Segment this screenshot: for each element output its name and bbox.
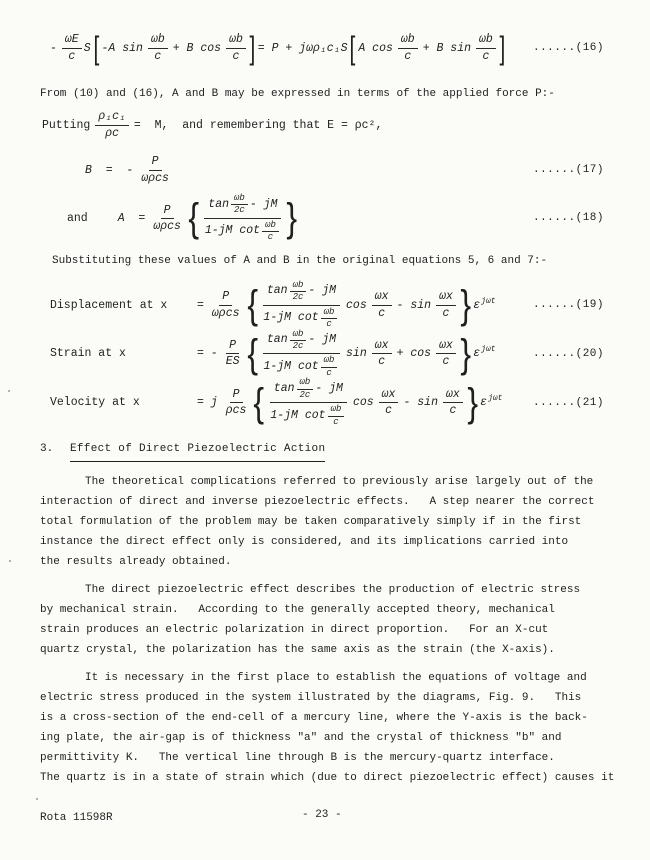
fraction-numerator: ωx	[372, 339, 392, 354]
section-number: 3.	[40, 443, 54, 455]
fraction-numerator: P	[219, 290, 232, 305]
fraction-numerator: ωx	[436, 339, 456, 354]
scan-artifact	[9, 560, 11, 562]
equation-19	[50, 281, 628, 330]
fraction-numerator: P	[230, 388, 243, 403]
fraction-numerator: ωb	[290, 330, 307, 341]
big-fraction	[263, 330, 340, 379]
fraction-numerator: P	[149, 155, 162, 170]
fraction	[436, 290, 456, 319]
right-brace: }	[286, 196, 298, 241]
equation-number: ......(16)	[532, 42, 604, 54]
left-bracket: [	[93, 29, 99, 66]
math-token: - jM	[308, 333, 337, 347]
text-line: ing plate, the air-gap is of thickness "a" and the crystal of thickness "b" and	[40, 732, 562, 744]
scan-artifact	[36, 798, 38, 800]
fraction-denominator: 2c	[292, 340, 304, 351]
math-token: S	[83, 41, 91, 55]
substituting-line: Substituting these values of A and B in the original equations 5, 6 and 7:-	[52, 254, 548, 267]
fraction-denominator: c	[378, 306, 386, 320]
math-token: = j	[197, 396, 218, 410]
fraction-denominator: ES	[225, 355, 240, 369]
fraction	[95, 110, 129, 139]
fraction-denominator: c	[449, 404, 457, 418]
fraction-numerator: ωb	[328, 405, 345, 416]
math-token: 1-jM cot	[270, 408, 326, 422]
fraction-denominator: c	[267, 232, 274, 243]
fraction-numerator: ωx	[372, 290, 392, 305]
equation-number: ......(21)	[532, 396, 604, 409]
math-token: tan	[266, 284, 288, 298]
left-bracket: [	[350, 29, 356, 66]
fraction	[436, 339, 456, 368]
fraction	[297, 378, 314, 400]
fraction-numerator: ωb	[148, 33, 168, 48]
page-footer	[40, 809, 628, 832]
fraction-denominator: c	[68, 49, 76, 63]
fraction-denominator: c	[385, 404, 393, 418]
section-heading	[40, 439, 628, 462]
fraction	[290, 330, 307, 352]
section-title: Effect of Direct Piezoelectric Action	[70, 439, 325, 462]
text-line: is a cross-section of the end-cell of a mercury line, where the Y-axis is the back-	[40, 712, 588, 724]
fraction-numerator: P	[161, 204, 174, 219]
fraction-numerator: ωx	[379, 388, 399, 403]
fraction	[328, 405, 345, 427]
text-line: electric stress produced in the system illustrated by the diagrams, Fig. 9. This	[40, 692, 582, 704]
text-line: It is necessary in the first place to establish the equations of voltage and	[85, 672, 587, 684]
fraction-denominator: ρc	[105, 126, 120, 140]
equation-16	[48, 26, 628, 70]
fraction	[321, 308, 338, 330]
fraction	[148, 33, 168, 62]
left-brace: {	[246, 331, 258, 376]
fraction	[321, 356, 338, 378]
math-token: tan	[273, 381, 295, 395]
equation-number: ......(18)	[532, 212, 604, 225]
text-line: The direct piezoelectric effect describes the production of electric stress	[85, 584, 581, 596]
fraction-numerator: ωE	[62, 33, 82, 48]
math-token: sin	[346, 347, 367, 361]
fraction-denominator: c	[326, 319, 332, 330]
math-token: -A sin	[101, 41, 143, 55]
math-token: + cos	[396, 347, 432, 361]
from-line: From (10) and (16), A and B may be expressed in terms of the applied force P:-	[40, 88, 555, 100]
fraction-denominator: 2c	[292, 292, 304, 303]
text-line: permittivity K. The vertical line through B is the mercury-quartz interface.	[40, 752, 555, 764]
fraction-denominator: 2c	[234, 205, 245, 216]
equation-18	[65, 194, 628, 243]
fraction-numerator: ωb	[398, 33, 418, 48]
fraction-denominator: c	[442, 306, 450, 320]
fraction	[372, 339, 392, 368]
fraction-numerator: ωb	[297, 378, 314, 389]
math-token: 1-jM cot	[204, 224, 261, 238]
text-line: quartz crystal, the polarization has the same axis as the strain (the X-axis).	[40, 644, 555, 656]
fraction-denominator: c	[378, 355, 386, 369]
left-brace: {	[253, 380, 265, 425]
fraction-numerator: ωx	[436, 290, 456, 305]
paragraph-2	[40, 580, 628, 660]
fraction	[138, 155, 172, 184]
fraction	[476, 33, 496, 62]
big-fraction	[270, 378, 347, 427]
paragraph-3	[40, 668, 628, 788]
fraction-denominator: c	[333, 416, 339, 427]
math-token: + B cos	[172, 41, 222, 55]
text-line: the results already obtained.	[40, 556, 232, 568]
text-line: by mechanical strain. According to the generally accepted theory, mechanical	[40, 604, 555, 616]
text-line: interaction of direct and inverse piezoelectric effects. A step nearer the correct	[40, 496, 595, 508]
math-token: εjωt	[473, 345, 496, 361]
math-token: εjωt	[473, 296, 496, 312]
math-token: 1-jM cot	[263, 359, 319, 373]
fraction-denominator: c	[154, 49, 162, 63]
math-token: A =	[117, 211, 146, 225]
fraction-denominator: c	[442, 355, 450, 369]
math-token: B = -	[85, 163, 134, 177]
math-token: = -	[197, 347, 218, 361]
fraction	[209, 290, 243, 319]
fraction-numerator: ωb	[321, 308, 338, 319]
fraction	[262, 221, 279, 243]
text-line: instance the direct effect only is considered, and its implications carried into	[40, 536, 569, 548]
putting-line	[40, 108, 628, 142]
fraction-denominator: c	[326, 367, 332, 378]
fraction	[290, 281, 307, 303]
fraction-numerator: ωb	[321, 356, 338, 367]
text-token: Putting	[42, 118, 91, 132]
fraction-denominator: ωρcs	[141, 171, 169, 185]
math-token: tan	[208, 197, 230, 211]
fraction-denominator: ρcs	[225, 404, 247, 418]
equation-number: ......(17)	[532, 164, 604, 176]
document-reference: Rota 11598R	[40, 812, 113, 824]
paragraph-1	[40, 472, 628, 572]
math-token: - jM	[249, 197, 278, 211]
math-token: tan	[266, 333, 288, 347]
math-token: 1-jM cot	[263, 311, 319, 325]
equation-number: ......(20)	[532, 347, 604, 360]
fraction	[226, 33, 246, 62]
right-brace: }	[460, 283, 471, 328]
math-token: cos	[352, 396, 374, 410]
fraction-numerator: ρ₁c₁	[95, 110, 129, 125]
equation-label: Strain at x	[50, 347, 126, 361]
big-fraction	[204, 194, 281, 243]
math-token: - jM	[308, 284, 337, 298]
left-brace: {	[246, 283, 258, 328]
equation-label: Displacement at x	[50, 298, 168, 312]
fraction	[398, 33, 418, 62]
text-line: The theoretical complications referred to previously arise largely out of the	[85, 476, 594, 488]
fraction	[223, 388, 250, 417]
fraction-denominator: ωρcs	[153, 219, 181, 233]
math-token: = P + jωρ₁c₁S	[257, 41, 348, 55]
fraction-numerator: ωb	[231, 194, 248, 205]
fraction	[379, 388, 399, 417]
fraction-denominator: c	[404, 49, 412, 63]
math-token: -	[50, 41, 57, 55]
equation-20	[50, 330, 628, 379]
math-token: εjωt	[480, 394, 503, 410]
text-line: total formulation of the problem may be taken comparatively simply if in the first	[40, 516, 582, 528]
fraction-denominator: c	[232, 49, 240, 63]
fraction	[62, 33, 82, 62]
equation-17	[83, 152, 628, 188]
page-number: - 23 -	[302, 809, 342, 821]
math-token: A cos	[358, 41, 393, 55]
text-token: and	[67, 211, 88, 225]
text-line: strain produces an electric polarization in direct proportion. For an X-cut	[40, 624, 549, 636]
fraction-numerator: ωb	[290, 281, 307, 292]
right-bracket: ]	[249, 29, 256, 66]
math-token: - sin	[403, 396, 438, 410]
big-fraction	[263, 281, 340, 330]
math-token: - sin	[396, 298, 432, 312]
fraction-numerator: ωb	[262, 221, 279, 232]
fraction-denominator: c	[482, 49, 490, 63]
math-token: =	[197, 298, 204, 312]
equation-number: ......(19)	[532, 299, 604, 312]
math-token: + B sin	[422, 41, 472, 55]
fraction-numerator: ωb	[226, 33, 246, 48]
right-bracket: ]	[499, 29, 506, 66]
left-brace: {	[188, 196, 199, 241]
fraction-numerator: P	[226, 339, 239, 354]
math-token: - jM	[315, 381, 343, 395]
fraction-numerator: ωb	[476, 33, 496, 48]
right-brace: }	[467, 380, 478, 425]
fraction-numerator: ωx	[443, 388, 463, 403]
fraction-denominator: ωρcs	[211, 306, 240, 320]
text-line: The quartz is in a state of strain which (due to direct piezoelectric effect) causes it	[40, 772, 615, 784]
fraction	[223, 339, 243, 368]
fraction-denominator: 2c	[299, 389, 311, 400]
fraction	[150, 204, 184, 233]
fraction	[372, 290, 392, 319]
scan-artifact	[8, 390, 10, 392]
right-brace: }	[460, 331, 471, 376]
text-token: = M, and remembering that E = ρc²,	[133, 118, 383, 132]
fraction	[443, 388, 463, 417]
fraction	[231, 194, 248, 216]
equation-21	[50, 378, 628, 427]
equation-label: Velocity at x	[50, 396, 140, 410]
math-token: cos	[346, 298, 367, 312]
